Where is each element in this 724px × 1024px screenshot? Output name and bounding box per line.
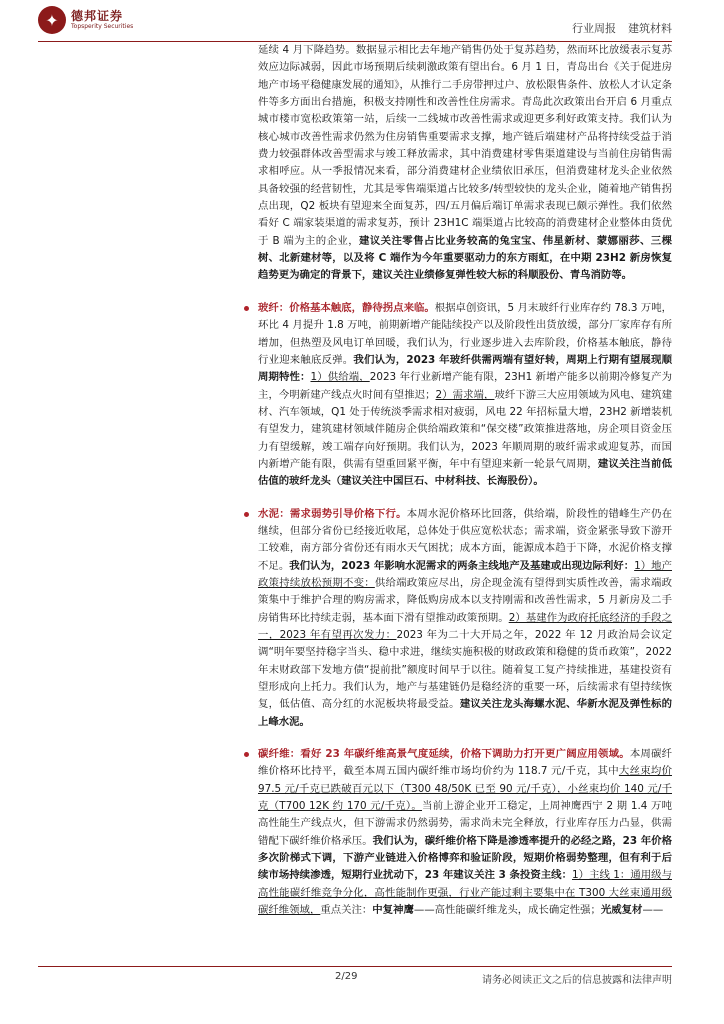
intro-text: 延续 4 月下降趋势。数据显示相比去年地产销售仍处于复苏趋势，然而环比放缓表示复苏效应边际减弱，因此市场预期后续刺激政策有望出台。6 月 1 日，青岛出台《关于促进房地产市场平稳健康发展的通知》，从推行二手房带押过户、放松限售条件、放松人才认定条件等多方面出台措施，积极支持刚性和改善性住房需求。青岛此次政策出台开启 6 月重点城市楼市宽松政策第一站，后续一二线城市改善性需求或迎更多利好政策支持。我们认为核心城市改善性需求仍然为住房销售重要需求支撑，地产链后端建材产品将持续受益于消费力较强群体改善型需求与竣工释放需求，其中消费建材零售渠道建设与当前住房销售需求相呼应。从一季报情况来看，部分消费建材企业绩依旧承压，但消费建材龙头企业依然具备较强的经营韧性，尤其是零售端渠道占比较多/转型较快的龙头企业，随着地产销售拐点出现，Q2 板块有望迎来全面复苏，四/五月偏后端订单需求表现已颇示弹性。我们依然看好 C 端家装渠道的需求复苏，预计 23H1C 端渠道占比较高的消费建材企业整体由货优于 B 端为主的企业， [258, 44, 672, 247]
carbon-fiber-company-1: 中复神鹰 [372, 904, 414, 917]
report-body [258, 42, 672, 920]
glass-fiber-demand-label: 2）需求端， [435, 388, 495, 401]
carbon-fiber-mainline-1: 1）主线 1：通用级与高性能碳纤维竞争分化，高性能制作更强，行业产能过剩主要集中在 T300 大丝束通用级碳纤维领域， [258, 869, 672, 917]
cement-bold-1: 我们认为，2023 年影响水泥需求的两条主线地产及基建或出现边际利好： [289, 559, 635, 572]
carbon-fiber-company-2: 光威复材 [600, 904, 643, 917]
carbon-fiber-text-1: 本周碳纤维价格环比持平，截至本周五国内碳纤维市场均价约为 118.7 元/千克，其中 [258, 748, 672, 778]
glass-fiber-supply-label: 1）供给端， [310, 371, 370, 384]
logo-name-cn: 德邦证券 [71, 9, 124, 23]
intro-recommendation: 建议关注零售占比业务较高的兔宝宝、伟星新材、蒙娜丽莎、三棵树、北新建材等，以及将 C 端作为今年重要驱动力的东方雨虹，在中期 23H2 新房恢复趋势更为确定的背景下，建议关注业绩修复弹性较大标的科顺股份、青鸟消防等。 [258, 234, 673, 282]
glass-fiber-title: 玻纤：价格基本触底，静待拐点来临。 [258, 301, 435, 314]
cement-recommendation: 建议关注龙头海螺水泥、华新水泥及弹性标的上峰水泥。 [258, 698, 673, 728]
carbon-fiber-bold-1: 我们认为，碳纤维价格下降是渗透率提升的必经之路，23 年价格多次阶梯式下调，下游产业链进入价格博弈和验证阶段，短期价格弱势整理，但有利于后续市场持续渗透，短期行业扰动下，23 年建议关注 3 条投资主线： [258, 834, 672, 882]
glass-fiber-section [258, 300, 672, 491]
carbon-fiber-text-4: ——高性能碳纤维龙头，成长确定性强； [413, 904, 601, 917]
logo-name-en: Topsperity Securities [71, 23, 134, 30]
bullet-icon [244, 306, 249, 311]
cement-text-1: 本周水泥价格环比回落，供给端，阶段性的错峰生产仍在继续，但部分省份已经接近收尾，总体处于供应宽松状态；需求端，资金紧张导致下游开工较难，南方部分省份还有雨水天气困扰；成本方面，能源成本趋于下降，水泥价格支撑不足。 [258, 507, 673, 572]
glass-fiber-text-3: 玻纤下游三大应用领域为风电、建筑建材、汽车领域，Q1 处于传统淡季需求相对疲弱，风电 22 年招标量大增，23H2 新增装机有望发力，建筑建材领域伴随房企供给端政策和“保交楼”政策推进落地，房企项目资金压力有望缓解，竣工端存向好预期。我们认为，2023 年顺周期的玻纤需求或迎复苏，而国内新增产能有限，供需有望重回紧平衡，年中有望迎来新一轮景气周期， [258, 388, 672, 470]
page-number: 2/29 [335, 971, 358, 982]
footer-disclaimer: 请务必阅读正文之后的信息披露和法律声明 [482, 975, 672, 986]
bullet-icon [244, 752, 249, 757]
footer-rule [38, 966, 672, 967]
glass-fiber-recommendation: 建议关注当前低估值的玻纤龙头（建议关注中国巨石、中材科技、长海股份）。 [258, 457, 673, 488]
industry-name: 建筑材料 [628, 22, 672, 35]
cement-section [258, 506, 672, 731]
glass-fiber-text-2: 2023 年行业新增产能有限，23H1 新增产能多以前期冷修复产为主，今明新建产线点火时间有望推迟； [258, 371, 672, 401]
carbon-fiber-text-3: 重点关注： [320, 904, 373, 917]
carbon-fiber-section [258, 746, 672, 919]
company-logo [38, 6, 133, 34]
carbon-fiber-price-detail: 大丝束均价 97.5 元/千克已跌破百元以下（T300 48/50K 已至 90 元/千克），小丝束均价 140 元/千克（T700 12K 约 170 元/千克）。 [258, 765, 672, 813]
cement-text-2: 供给端政策应尽出，房企现金流有望得到实质性改善，需求端政策集中于维护合理的购房需求，降低购房成本以支持刚需和改善性需求，5 月新房及二手房销售环比持续走弱，基本面下滑有望推动政策预期。 [258, 576, 673, 624]
logo-icon: ✦ [38, 6, 66, 34]
cement-text-3: 2023 年为二十大开局之年，2022 年 12 月政治局会议定调“明年要坚持稳字当头、稳中求进，继续实施积极的财政政策和稳健的货币政策”，2022 年末财政部下发地方债“提前批”额度时间早于以往。随着复工复产持续推进，基建投资有望形成向上托力。我们认为，地产与基建链仍是稳经济的重要一环，后续需求有望持续恢复，低估值、高分红的水泥板块将最受益。 [258, 629, 672, 711]
cement-policy-label: 1）地产政策持续放松预期不变： [258, 559, 672, 589]
intro-paragraph [258, 42, 672, 285]
page-header [38, 6, 672, 40]
carbon-fiber-text-5: —— [642, 904, 664, 917]
glass-fiber-bold-1: 我们认为，2023 年玻纤供需两端有望好转，周期上行期有望展现顺周期特性： [258, 353, 672, 384]
carbon-fiber-text-2: 当前上游企业开工稳定，上周神鹰西宁 2 期 1.4 万吨高性能生产线点火，但下游需求仍然弱势，需求尚未完全释放，行业库存压力凸显，供需错配下碳纤维价格承压。 [258, 800, 672, 847]
bullet-icon [244, 512, 249, 517]
report-type: 行业周报 [572, 22, 616, 35]
header-meta [572, 20, 672, 36]
cement-infra-label: 2）基建作为政府托底经济的手段之一，2023 年有望再次发力： [258, 611, 673, 641]
carbon-fiber-title: 碳纤维：看好 23 年碳纤维高景气度延续，价格下调助力打开更广阔应用领域。 [258, 748, 630, 761]
cement-title: 水泥：需求弱势引导价格下行。 [258, 507, 407, 520]
glass-fiber-text-1: 根据卓创资讯，5 月末玻纤行业库存约 78.3 万吨，环比 4 月提升 1.8 万吨，前期新增产能陆续投产以及阶段性出货放缓，部分厂家库存有所增加，但热塑及风电订单回暖，我们认为，行业逐步进入去库阶段，价格基本触底，静待行业迎来触底反弹。 [258, 301, 672, 366]
